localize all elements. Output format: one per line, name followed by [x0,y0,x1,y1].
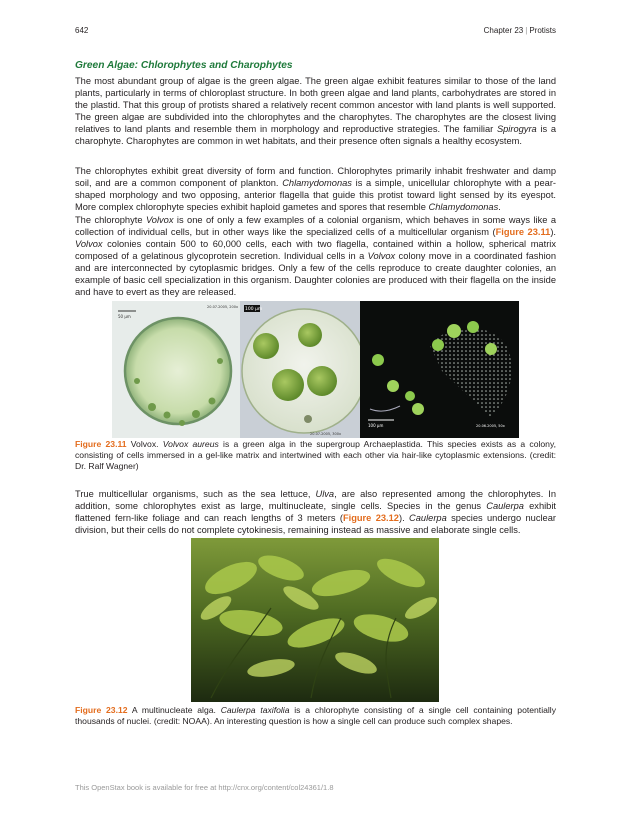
text-run: Volvox. [126,439,163,449]
volvox-daughter-colonies-illustration [240,301,360,438]
page-header [75,26,556,38]
text-run: is a green alga in the supergroup Archaeplastida. This species exists as a colony, consisting of cells immersed in a gel-like matrix and intertwined with each other via hair-like cytoplasmic extensions. (credit: Dr. Ralf Wagner) [75,439,557,471]
chapter-title: Protists [529,26,556,35]
scale-bar-label: 50 µm [118,314,131,319]
chapter-label [484,26,556,35]
text-run: . [498,202,501,212]
species-name: Volvox [75,239,103,249]
species-name: Caulerpa taxifolia [220,705,290,715]
species-name: Spirogyra [496,124,537,134]
date-stamp: 20.06.2005, 50x [476,424,505,428]
scale-bar-label: 100 µm [245,307,263,312]
chapter-name: Chapter 23 [483,26,524,35]
page-number: 642 [75,26,89,35]
species-name: Chlamydomonas [428,202,499,212]
text-run: , are also represented among the chlorophytes. In addition, some chlorophytes exist as large, multinucleate, single cells. Species in the genus [75,489,557,511]
date-stamp: 20.07.2005, 200x [207,305,239,309]
text-run: is a charophyte. Charophytes are common in wet habitats, and their presence often signals a healthy ecosystem. [75,124,556,146]
figure-label: Figure 23.11 [75,439,127,449]
text-run: True multicellular organisms, such as the sea lettuce, [75,489,316,499]
species-name: Caulerpa [409,513,447,523]
text-run: colonies contain 500 to 60,000 cells, each with two flagella, contained within a hollow, spherical matrix composed of a gelatinous glycoprotein secretion. Individual cells in a [75,239,556,261]
date-stamp: 20.07.2005, 300x [310,432,342,436]
species-name: Volvox [367,251,396,261]
figure-23-12-caption [75,705,556,727]
text-run: is one of only a few examples of a colonial organism, which behaves in some ways like a collection of individual cells, but in other ways like the specialized cells of a multicellular organism ( [75,215,556,237]
caulerpa-illustration [191,538,439,702]
species-name: Ulva [315,489,335,499]
text-run: ). [398,513,410,523]
volvox-micrograph-3 [360,301,519,438]
paragraph-volvox [75,214,556,298]
text-run: species undergo nuclear division, but their cells do not complete cytokinesis, remaining instead as massive and elaborate single cells. [75,513,556,535]
volvox-micrograph-1 [112,301,240,438]
text-run: A multinucleate alga. [127,705,221,715]
page-footer: This OpenStax book is available for free at http://cnx.org/content/col24361/1.8 [75,783,334,792]
text-run: is a simple, unicellular chlorophyte with a pear-shaped morphology and two opposing, anterior flagella that guide this protist toward light sensed by its eyespot. More complex chlorophyte species exhibit haploid gametes and spores that resemble [75,178,557,212]
text-run: colony move in a coordinated fashion and are interconnected by cytoplasmic bridges. Only a few of the cells reproduce to create daughter colonies, an example of basic cell specialization in this organism. Daughter colonies are produced with their flagella on the inside and have to evert as they are released. [75,251,556,297]
paragraph-chlorophytes [75,165,556,213]
volvox-micrograph-2 [240,301,360,438]
paragraph-green-algae [75,75,556,147]
species-name: Caulerpa [486,501,524,511]
header-separator: | [525,26,528,35]
text-run: The chlorophyte [75,215,146,225]
species-name: Volvox [145,215,174,225]
text-run: is a chlorophyte consisting of a single cell containing potentially thousands of nuclei. (credit: NOAA). An interesting question is how a single cell can produce such complex shapes. [75,705,556,726]
figure-23-12-image [191,538,439,702]
volvox-colony-illustration [112,301,240,438]
text-run: The chlorophytes exhibit great diversity of form and function. Chlorophytes primarily inhabit freshwater and damp soil, and are a common component of plankton. [75,166,556,188]
species-name: Chlamydomonas [282,178,352,188]
section-heading: Green Algae: Chlorophytes and Charophytes [75,60,293,71]
text-run: The most abundant group of algae is the green algae. The green algae exhibit features similar to those of the land plants, particularly in terms of chloroplast structure. In both green algae and land plants, carbohydrates are stored in the plastid. That this group of protists shared a relatively recent common ancestor with land plants is well supported. The green algae are subdivided into the chlorophytes and the charophytes. The charophytes are the closest living relatives to land plants and resemble them in morphology and reproductive strategies. The familiar [75,76,556,134]
paragraph-multicellular [75,488,556,536]
text-run: ). [550,227,556,237]
figure-23-11-caption [75,439,556,472]
species-name: Volvox aureus [162,439,219,449]
text-run: exhibit flattened fern-like foliage and can reach lengths of 3 meters ( [75,501,556,523]
figure-23-12-link[interactable]: Figure 23.12 [342,513,399,523]
figure-label: Figure 23.12 [75,705,128,715]
figure-23-11-link[interactable]: Figure 23.11 [495,227,551,237]
scale-bar-label: 100 µm [368,423,384,428]
figure-23-11-image [112,301,519,438]
volvox-darkfield-illustration [360,301,519,438]
